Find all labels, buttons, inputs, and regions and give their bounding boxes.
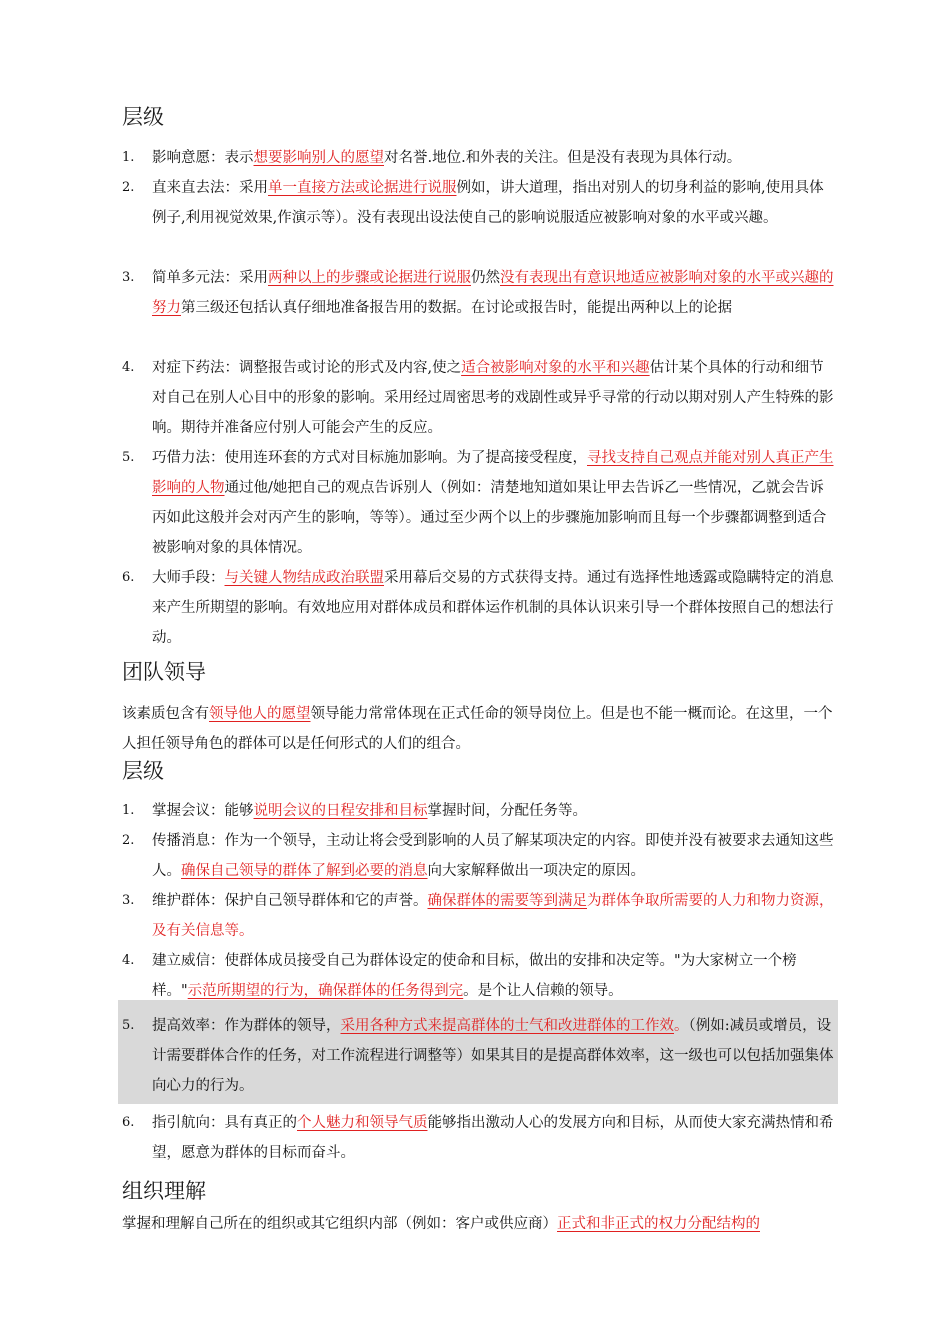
list-number: 6. (122, 570, 135, 585)
list-number: 1. (122, 803, 135, 818)
text-run: 建立威信：使群体成员接受自己为群体设定的使命和目标，做出的安排和决定等。"为大家树立一个榜样。" (152, 953, 797, 999)
list-number: 1. (122, 150, 135, 165)
list-number: 2. (122, 833, 135, 848)
highlighted-text: 想要影响别人的愿望 (253, 150, 384, 166)
text-run: 能够指出激动人心的发展方向和目标，从而使大家充满热情和希望，愿意为群体的目标而奋斗。 (152, 1115, 834, 1161)
text-run: 指引航向：具有真正的 (152, 1115, 297, 1131)
list-number: 3. (122, 270, 135, 285)
list-text (152, 796, 838, 826)
section-paragraph (122, 1209, 838, 1239)
text-run: 大师手段： (152, 570, 225, 586)
text-run: 提高效率：作为群体的领导， (152, 1018, 341, 1034)
highlighted-text: 示范所期望的行为，确保群体的任务得到完 (187, 983, 464, 999)
highlighted-text: 说明会议的日程安排和目标 (253, 803, 428, 819)
text-run: 掌握时间，分配任务等。 (427, 803, 587, 819)
list-number: 2. (122, 180, 135, 195)
section-heading-team-leadership: 团队领导 (122, 660, 206, 684)
highlighted-text: 没有表现出有意识地适应被影响对象的水平或兴趣的努力 (152, 270, 834, 316)
highlighted-text: 与关键人物结成政治联盟 (224, 570, 384, 586)
red-text: 为群体争取所需要的人力和物力资源，及有关信息等。 (152, 893, 834, 939)
section-paragraph (122, 699, 838, 759)
text-run: 。是个让人信赖的领导。 (463, 983, 623, 999)
list-text (152, 1011, 838, 1101)
section-heading-level: 层级 (122, 105, 164, 129)
list-number: 5. (122, 450, 135, 465)
list-number: 6. (122, 1115, 135, 1130)
list-text (152, 353, 838, 443)
highlighted-text: 采用各种方式来提高群体的士气和改进群体的工作效 (340, 1018, 674, 1034)
highlighted-text: 单一直接方法或论据进行说服 (268, 180, 457, 196)
highlighted-text: 领导他人的愿望 (209, 706, 311, 722)
text-run: 领导能力常常体现在正式任命的领导岗位上。但是也不能一概而论。在这里，一个人担任领导角色的群体可以是任何形式的人们的组合。 (122, 706, 833, 752)
highlighted-text: 确保群体的需要等到满足 (427, 893, 587, 909)
text-run: 掌握会议：能够 (152, 803, 254, 819)
text-run: 简单多元法：采用 (152, 270, 268, 286)
text-run: 估计某个具体的行动和细节对自己在别人心目中的形象的影响。采用经过周密思考的戏剧性或异乎寻常的行动以期对别人产生特殊的影响。期待并准备应付别人可能会产生的反应。 (152, 360, 834, 436)
highlighted-text: 两种以上的步骤或论据进行说服 (268, 270, 471, 286)
text-run: 影响意愿：表示 (152, 150, 254, 166)
text-run: 掌握和理解自己所在的组织或其它组织内部（例如：客户或供应商） (122, 1216, 557, 1232)
list-text (152, 263, 838, 323)
highlighted-text: 个人魅力和领导气质 (297, 1115, 428, 1131)
highlighted-text: 正式和非正式的权力分配结构的 (557, 1216, 760, 1232)
red-text: 。 (674, 1018, 689, 1034)
list-number: 5. (122, 1018, 135, 1033)
list-number: 4. (122, 360, 135, 375)
list-text (152, 563, 838, 653)
text-run: 维护群体：保护自己领导群体和它的声誉。 (152, 893, 428, 909)
list-number: 4. (122, 953, 135, 968)
list-text (152, 826, 838, 886)
list-number: 3. (122, 893, 135, 908)
list-text (152, 173, 838, 233)
text-run: 采用幕后交易的方式获得支持。通过有选择性地透露或隐瞒特定的消息来产生所期望的影响。有效地应用对群体成员和群体运作机制的具体认识来引导一个群体按照自己的想法行动。 (152, 570, 834, 646)
list-text (152, 443, 838, 563)
text-run: 通过他/她把自己的观点告诉别人（例如：清楚地知道如果让甲去告诉乙一些情况，乙就会告诉丙如此这般并会对丙产生的影响，等等）。通过至少两个以上的步骤施加影响而且每一个步骤都调整到适合被影响对象的具体情况。 (152, 480, 827, 556)
list-text (152, 946, 838, 1006)
text-run: 直来直去法：采用 (152, 180, 268, 196)
highlighted-text: 寻找支持自己观点并能对别人真正产生影响的人物 (152, 450, 834, 496)
section-heading-org-understanding: 组织理解 (122, 1179, 206, 1203)
section-heading-level: 层级 (122, 759, 164, 783)
list-text (152, 886, 838, 946)
highlighted-text: 适合被影响对象的水平和兴趣 (461, 360, 650, 376)
text-run: 向大家解释做出一项决定的原因。 (427, 863, 645, 879)
highlighted-text: 确保自己领导的群体了解到必要的消息 (181, 863, 428, 879)
text-run: 巧借力法：使用连环套的方式对目标施加影响。为了提高接受程度， (152, 450, 587, 466)
list-text (152, 1108, 838, 1168)
text-run: 第三级还包括认真仔细地准备报告用的数据。在讨论或报告时，能提出两种以上的论据 (181, 300, 732, 316)
text-run: 传播消息：作为一个领导，主动让将会受到影响的人员了解某项决定的内容。即使并没有被要求去通知这些人。 (152, 833, 834, 879)
text-run: 该素质包含有 (122, 706, 209, 722)
list-text (152, 143, 838, 173)
text-run: 仍然 (471, 270, 500, 286)
text-run: （例如:减员或增员，设计需要群体合作的任务，对工作流程进行调整等）如果其目的是提高群体效率，这一级也可以包括加强集体向心力的行为。 (152, 1018, 834, 1094)
text-run: 例如，讲大道理，指出对别人的切身利益的影响,使用具体例子,利用视觉效果,作演示等）。没有表现出设法使自己的影响说服适应被影响对象的水平或兴趣。 (152, 180, 824, 226)
text-run: 对症下药法：调整报告或讨论的形式及内容,使之 (152, 360, 462, 376)
text-run: 对名誉.地位.和外表的关注。但是没有表现为具体行动。 (384, 150, 742, 166)
